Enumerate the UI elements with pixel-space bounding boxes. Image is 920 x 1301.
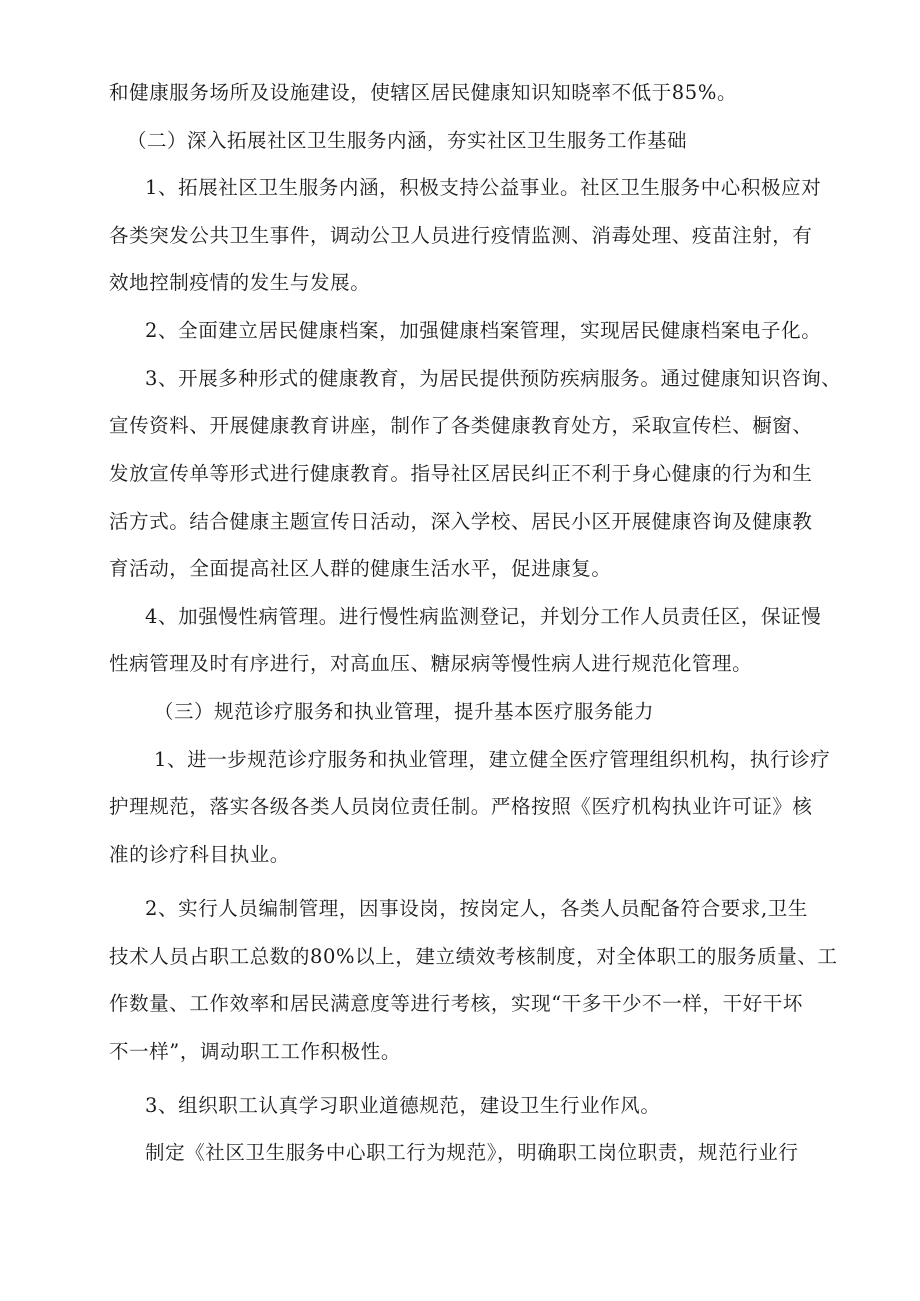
paragraph-line: 1、拓展社区卫生服务内涵，积极支持公益事业。社区卫生服务中心积极应对 (145, 176, 822, 199)
paragraph-line: 准的诊疗科目执业。 (109, 843, 290, 866)
paragraph-line: 4、加强慢性病管理。进行慢性病监测登记，并划分工作人员责任区，保证慢 (145, 605, 822, 628)
section-heading: （二）深入拓展社区卫生服务内涵，夯实社区卫生服务工作基础 (127, 129, 688, 152)
paragraph-line: 护理规范，落实各级各类人员岗位责任制。严格按照《医疗机构执业许可证》核 (109, 795, 813, 818)
paragraph-line: 2、实行人员编制管理，因事设岗，按岗定人，各类人员配备符合要求,卫生 (145, 897, 809, 920)
paragraph-line: 3、组织职工认真学习职业道德规范，建设卫生行业作风。 (145, 1094, 661, 1117)
paragraph-line: 发放宣传单等形式进行健康教育。指导社区居民纠正不利于身心健康的行为和生 (109, 462, 813, 485)
paragraph-line: 性病管理及时有序进行，对高血压、糖尿病等慢性病人进行规范化管理。 (109, 652, 753, 675)
paragraph-line: 1、进一步规范诊疗服务和执业管理，建立健全医疗管理组织机构，执行诊疗 (154, 748, 831, 771)
paragraph-line: 育活动，全面提高社区人群的健康生活水平，促进康复。 (109, 557, 612, 580)
paragraph-line: 2、全面建立居民健康档案，加强健康档案管理，实现居民健康档案电子化。 (145, 319, 822, 342)
paragraph-line: 宣传资料、开展健康教育讲座，制作了各类健康教育处方，采取宣传栏、橱窗、 (109, 414, 813, 437)
paragraph-line: 不一样”，调动职工工作积极性。 (109, 1040, 401, 1063)
paragraph-line: 和健康服务场所及设施建设，使辖区居民健康知识知晓率不低于85%。 (109, 81, 738, 104)
section-heading: （三）规范诊疗服务和执业管理，提升基本医疗服务能力 (154, 700, 655, 723)
paragraph-line: 活方式。结合健康主题宣传日活动，深入学校、居民小区开展健康咨询及健康教 (109, 510, 813, 533)
paragraph-line: 制定《社区卫生服务中心职工行为规范》，明确职工岗位职责，规范行业行 (145, 1141, 799, 1164)
paragraph-line: 各类突发公共卫生事件，调动公卫人员进行疫情监测、消毒处理、疫苗注射，有 (109, 224, 813, 247)
paragraph-line: 效地控制疫情的发生与发展。 (109, 271, 371, 294)
paragraph-line: 3、开展多种形式的健康教育，为居民提供预防疾病服务。通过健康知识咨询、 (145, 367, 842, 390)
paragraph-line: 技术人员占职工总数的80%以上，建立绩效考核制度，对全体职工的服务质量、工 (109, 945, 838, 968)
paragraph-line: 作数量、工作效率和居民满意度等进行考核，实现“干多干少不一样，干好干坏 (109, 992, 803, 1015)
